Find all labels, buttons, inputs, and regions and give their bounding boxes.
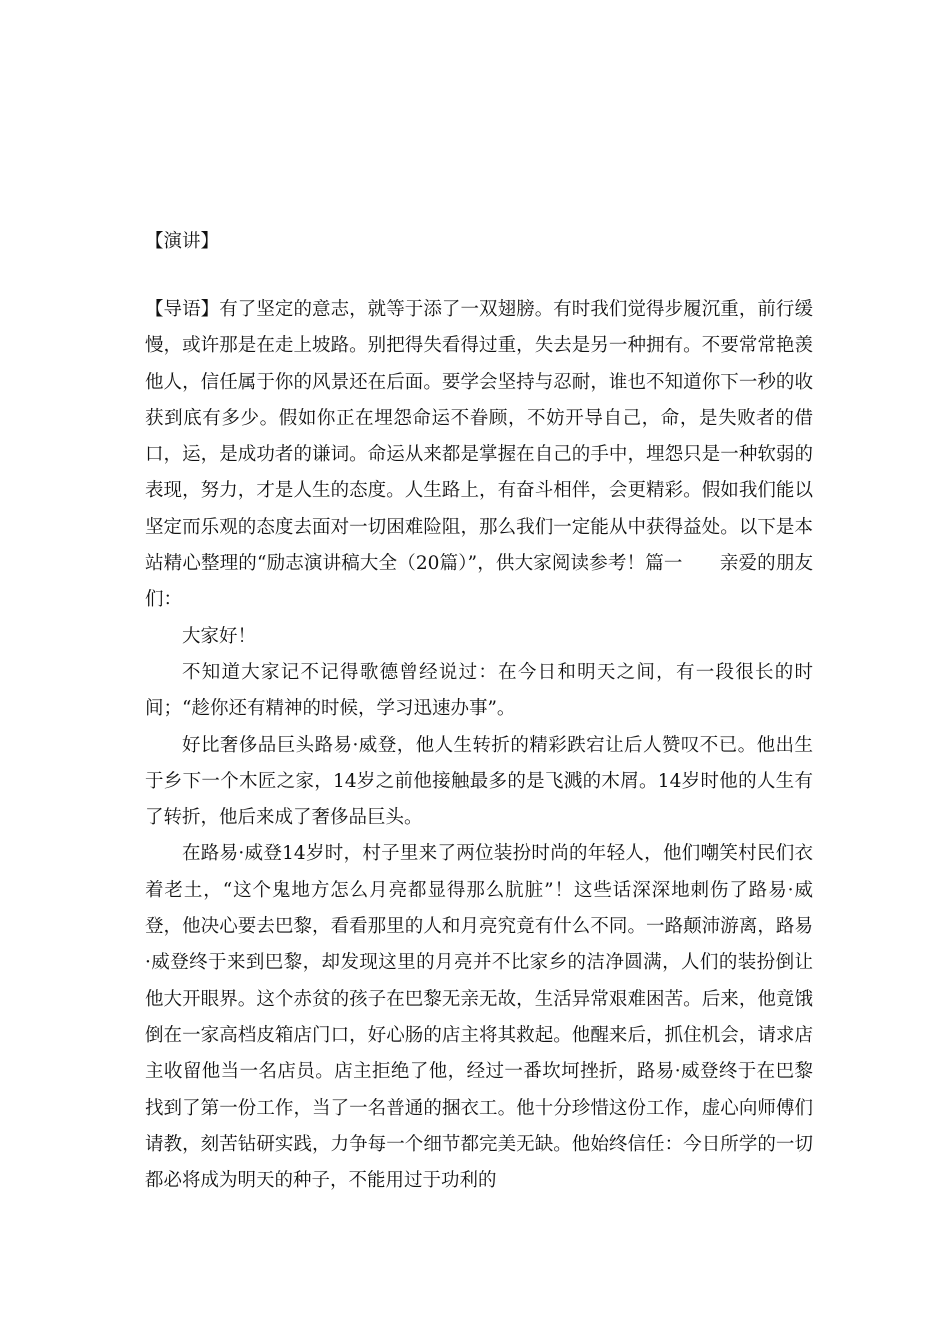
document-heading: 【演讲】	[145, 231, 220, 252]
intro-paragraph: 【导语】有了坚定的意志，就等于添了一双翅膀。有时我们觉得步履沉重，前行缓慢，或许那是在走上坡路。别把得失看得过重，失去是另一种拥有。不要常常艳羡他人，信任属于你的风景还在后面。要学会坚持与忍耐，谁也不知道你下一秒的收获到底有多少。假如你正在埋怨命运不眷顾，不妨开导自己，命，是失败者的借口，运，是成功者的谦词。命运从来都是掌握在自己的手中，埋怨只是一种软弱的表现，努力，才是人生的态度。人生路上，有奋斗相伴，会更精彩。假如我们能以坚定而乐观的态度去面对一切困难险阻，那么我们一定能从中获得益处。以下是本站精心整理的“励志演讲稿大全（20篇）”，供大家阅读参考！篇一 亲爱的朋友们：	[145, 299, 813, 611]
body-paragraph-goethe: 不知道大家记不记得歌德曾经说过：在今日和明天之间，有一段很长的时间；“趁你还有精神的时候，学习迅速办事”。	[145, 661, 813, 720]
body-paragraph-vuitton-story: 在路易·威登14岁时，村子里来了两位装扮时尚的年轻人，他们嘲笑村民们衣着老土，“这个鬼地方怎么月亮都显得那么肮脏”！这些话深深地刺伤了路易·威登，他决心要去巴黎，看看那里的人和月亮究竟有什么不同。一路颠沛游离，路易·威登终于来到巴黎，却发现这里的月亮并不比家乡的洁净圆满，人们的装扮倒让他大开眼界。这个赤贫的孩子在巴黎无亲无故，生活异常艰难困苦。后来，他竟饿倒在一家高档皮箱店门口，好心肠的店主将其救起。他醒来后，抓住机会，请求店主收留他当一名店员。店主拒绝了他，经过一番坎坷挫折，路易·威登终于在巴黎找到了第一份工作，当了一名普通的捆衣工。他十分珍惜这份工作，虚心向师傅们请教，刻苦钻研实践，力争每一个细节都完美无缺。他始终信任：今日所学的一切都必将成为明天的种子，不能用过于功利的	[145, 843, 813, 1192]
document-body	[145, 292, 813, 1199]
body-paragraph-greeting: 大家好！	[182, 625, 257, 647]
body-paragraph-vuitton-intro: 好比奢侈品巨头路易·威登，他人生转折的精彩跌宕让后人赞叹不已。他出生于乡下一个木匠之家，14岁之前他接触最多的是飞溅的木屑。14岁时他的人生有了转折，他后来成了奢侈品巨头。	[145, 734, 813, 829]
